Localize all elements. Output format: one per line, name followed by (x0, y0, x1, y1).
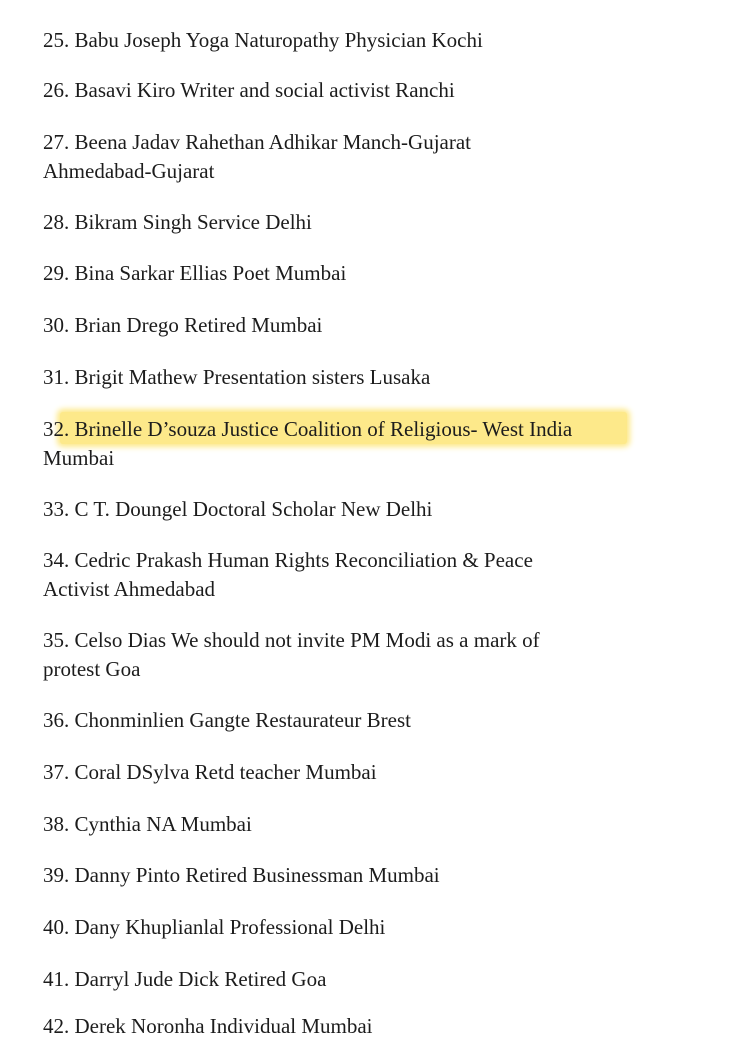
list-item-line: 31. Brigit Mathew Presentation sisters Lusaka (43, 365, 431, 389)
list-item-line: 37. Coral DSylva Retd teacher Mumbai (43, 760, 377, 784)
list-item (43, 861, 693, 890)
list-item-line-continued: Ahmedabad-Gujarat (43, 159, 215, 183)
list-item-line: 28. Bikram Singh Service Delhi (43, 210, 312, 234)
list-item-line-continued: protest Goa (43, 657, 141, 681)
list-item (43, 311, 693, 340)
list-item-line: 40. Dany Khuplianlal Professional Delhi (43, 915, 386, 939)
list-item-line: 39. Danny Pinto Retired Businessman Mumbai (43, 863, 440, 887)
list-item-line: 29. Bina Sarkar Ellias Poet Mumbai (43, 261, 347, 285)
list-item (43, 758, 693, 787)
list-item (43, 913, 693, 942)
list-item-line-continued: Activist Ahmedabad (43, 577, 216, 601)
list-item (43, 810, 693, 839)
list-item-line: 32. Brinelle D’souza Justice Coalition of Religious- West India (43, 417, 573, 441)
list-item (43, 26, 693, 55)
list-item (43, 706, 693, 735)
list-item (43, 128, 693, 186)
list-item-line: 41. Darryl Jude Dick Retired Goa (43, 967, 327, 991)
list-item-cut-off: 42. Derek Noronha Individual Mumbai (43, 1014, 373, 1038)
list-item (43, 965, 693, 994)
list-item-line: 34. Cedric Prakash Human Rights Reconciliation & Peace (43, 548, 533, 572)
list-item-line: 27. Beena Jadav Rahethan Adhikar Manch-Gujarat (43, 130, 472, 154)
list-item (43, 546, 693, 604)
list-item-line: 33. C T. Doungel Doctoral Scholar New Delhi (43, 497, 433, 521)
list-item-line: 25. Babu Joseph Yoga Naturopathy Physician Kochi (43, 28, 483, 52)
list-item-highlighted (43, 415, 693, 473)
list-item-line: 26. Basavi Kiro Writer and social activist Ranchi (43, 78, 455, 102)
list-item (43, 495, 693, 524)
list-item-line: 30. Brian Drego Retired Mumbai (43, 313, 323, 337)
list-item-line: 35. Celso Dias We should not invite PM Modi as a mark of (43, 628, 540, 652)
list-item (43, 259, 693, 288)
list-item (43, 208, 693, 237)
list-item (43, 626, 693, 684)
list-item (43, 76, 693, 105)
list-item-line: 38. Cynthia NA Mumbai (43, 812, 252, 836)
list-item-line: 36. Chonminlien Gangte Restaurateur Brest (43, 708, 412, 732)
list-item (43, 363, 693, 392)
list-item-line-continued: Mumbai (43, 446, 115, 470)
